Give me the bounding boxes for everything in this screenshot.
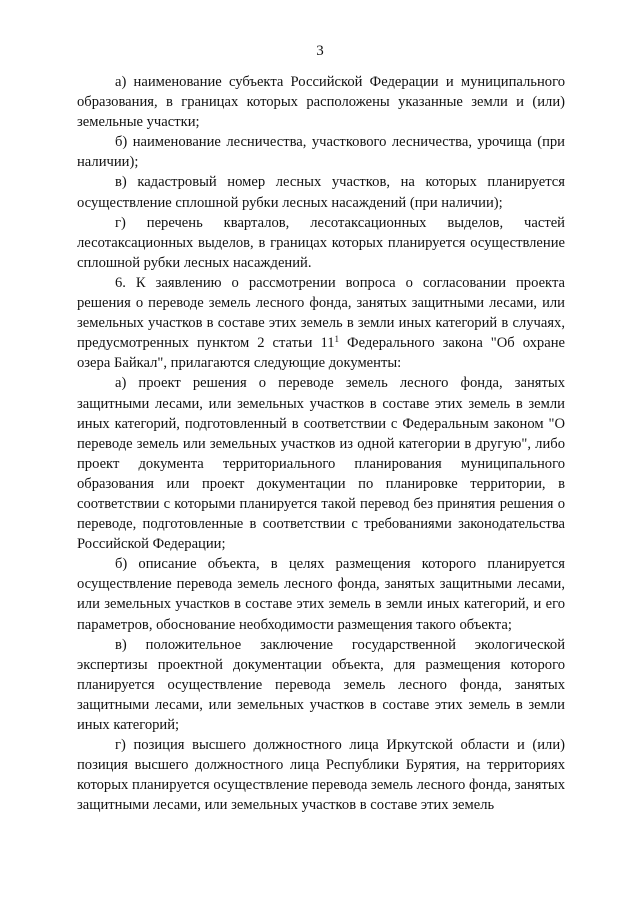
document-body xyxy=(77,72,565,815)
paragraph-clause-6 xyxy=(77,273,565,373)
paragraph-item-v-cadastral-number: в) кадастровый номер лесных участков, на которых планируется осуществление сплошной рубки лесных насаждений (при наличии); xyxy=(77,174,565,211)
paragraph-item-g-quarters-list: г) перечень кварталов, лесотаксационных выделов, частей лесотаксационных выделов, в границах которых планируется осуществление сплошной рубки лесных насаждений. xyxy=(77,214,565,271)
clause-6-text-end: Федерального закона "Об охране озера Байкал", прилагаются следующие документы: xyxy=(77,335,565,372)
page-number: 3 xyxy=(316,43,324,59)
paragraph-clause-6-item-g: г) позиция высшего должностного лица Иркутской области и (или) позиция высшего должностного лица Республики Бурятия, на территориях которых планируется осуществление перевода земель лесного фонда, занятых защитными лесами, или земельных участков в составе этих земель xyxy=(77,737,565,814)
paragraph-clause-6-item-v: в) положительное заключение государственной экологической экспертизы проектной документации объекта, для размещения которого планируется осуществление перевода земель лесного фонда, занятых защитными лесами, или земельных участков в составе этих земель в земли иных категорий; xyxy=(77,636,565,733)
paragraph-item-b-forestry-name: б) наименование лесничества, участкового лесничества, урочища (при наличии); xyxy=(77,134,565,171)
clause-6-text-start: 6. К заявлению о рассмотрении вопроса о согласовании проекта решения о переводе земель лесного фонда, занятых защитными лесами, или земельных участков в составе этих земель в земли иных категорий в случаях, предусмотренных пунктом 2 статьи 11 xyxy=(77,274,565,352)
article-superscript: 1 xyxy=(334,334,340,345)
paragraph-clause-6-item-a: а) проект решения о переводе земель лесного фонда, занятых защитными лесами, или земельных участков в составе этих земель в земли иных категорий, подготовленный в соответствии с Федеральным законом "О переводе земель или земельных участков из одной категории в другую", либо проект документа территориального планирования муниципального образования или проект документации по планировке территории, в соответствии с которыми планируется такой перевод без принятия решения о переводе, подготовленные в соответствии с требованиями законодательства Российской Федерации; xyxy=(77,375,565,553)
paragraph-clause-6-item-b: б) описание объекта, в целях размещения которого планируется осуществление перевода земель лесного фонда, занятых защитными лесами, или земельных участков в составе этих земель в земли иных категорий, и его параметров, обоснование необходимости размещения такого объекта; xyxy=(77,556,565,633)
paragraph-item-a-subject-name: а) наименование субъекта Российской Федерации и муниципального образования, в границах которых расположены указанные земли и (или) земельные участки; xyxy=(77,74,565,131)
